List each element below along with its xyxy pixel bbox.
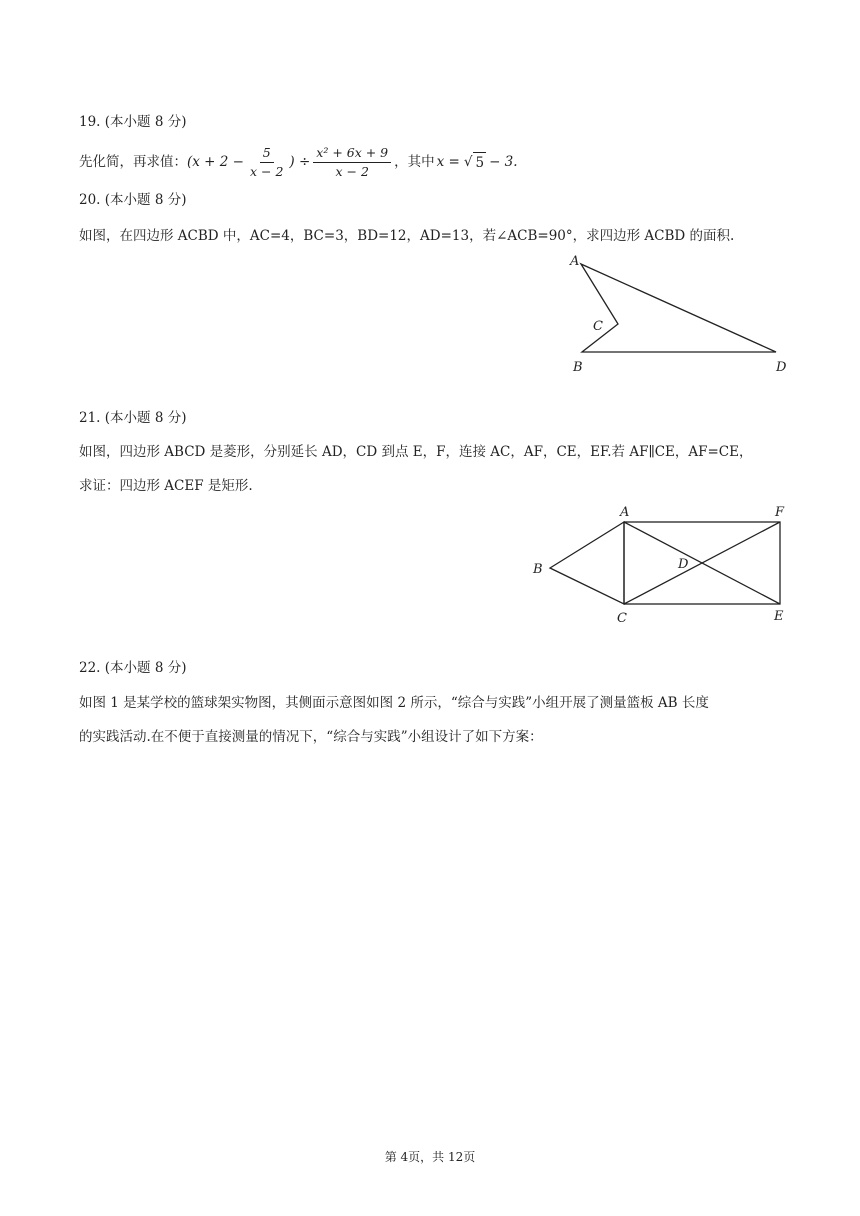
q19-title: 19. (本小题 8 分) bbox=[79, 114, 187, 130]
q19-frac2-numerator: x² + 6x + 9 bbox=[313, 145, 391, 163]
q20-label-b: B bbox=[573, 360, 583, 375]
q21-triangle-abc bbox=[550, 522, 624, 604]
q20-quadrilateral-figure bbox=[560, 248, 800, 380]
q20-title: 20. (本小题 8 分) bbox=[79, 192, 187, 208]
q21-text-line1: 如图，四边形 ABCD 是菱形，分别延长 AD，CD 到点 E，F，连接 AC，AF，CE，EF.若 AF∥CE，AF=CE， bbox=[79, 444, 753, 460]
q20-quadrilateral-outline bbox=[581, 264, 776, 352]
q21-rectangle-rhombus-figure bbox=[528, 502, 792, 628]
q19-where-lhs: x = bbox=[436, 154, 460, 170]
page-footer: 第 4页，共 12页 bbox=[384, 1150, 476, 1164]
q22-text-line2: 的实践活动.在不便于直接测量的情况下，“综合与实践”小组设计了如下方案： bbox=[79, 729, 543, 745]
q19-where-sqrt: 5 bbox=[473, 152, 486, 173]
q21-label-c: C bbox=[617, 611, 627, 626]
q21-label-f: F bbox=[775, 505, 785, 520]
q22-text-line1: 如图 1 是某学校的篮球架实物图，其侧面示意图如图 2 所示，“综合与实践”小组开展了测量篮板 AB 长度 bbox=[79, 695, 709, 711]
q19-body: 先化简，再求值： (x + 2 − $\frac{5}{x - 2}$ ) ÷ $\frac{\text{x² + 6x + 9}}{x - 2}$ ，其中 x = √ 5 − 3. bbox=[79, 144, 518, 179]
q21-label-b: B bbox=[533, 562, 543, 577]
q19-fraction-1 bbox=[247, 145, 286, 180]
q21-label-a: A bbox=[620, 505, 630, 520]
q19-expr-close: ) ÷ bbox=[289, 154, 311, 170]
q22-title: 22. (本小题 8 分) bbox=[79, 660, 187, 676]
q19-prefix: 先化简，再求值： bbox=[79, 154, 187, 170]
q19-frac1-numerator: 5 bbox=[260, 145, 274, 163]
q21-label-e: E bbox=[774, 609, 784, 624]
q20-text: 如图，在四边形 ACBD 中，AC=4，BC=3，BD=12，AD=13，若∠ACB=90°，求四边形 ACBD 的面积. bbox=[79, 228, 735, 244]
q19-where-rhs: − 3. bbox=[489, 154, 518, 170]
q19-fraction-2 bbox=[313, 145, 391, 180]
q20-label-d: D bbox=[776, 360, 787, 375]
q19-expr-open: (x + 2 − bbox=[187, 154, 244, 170]
q19-frac1-denominator: x − 2 bbox=[249, 163, 284, 179]
q21-label-d: D bbox=[678, 557, 689, 572]
q19-frac2-denominator: x − 2 bbox=[335, 163, 369, 179]
q21-text-line2: 求证：四边形 ACEF 是矩形. bbox=[79, 478, 253, 494]
q20-label-c: C bbox=[593, 319, 603, 334]
q19-where-label: ，其中 bbox=[394, 154, 435, 170]
q20-label-a: A bbox=[570, 254, 580, 269]
q21-title: 21. (本小题 8 分) bbox=[79, 410, 187, 426]
